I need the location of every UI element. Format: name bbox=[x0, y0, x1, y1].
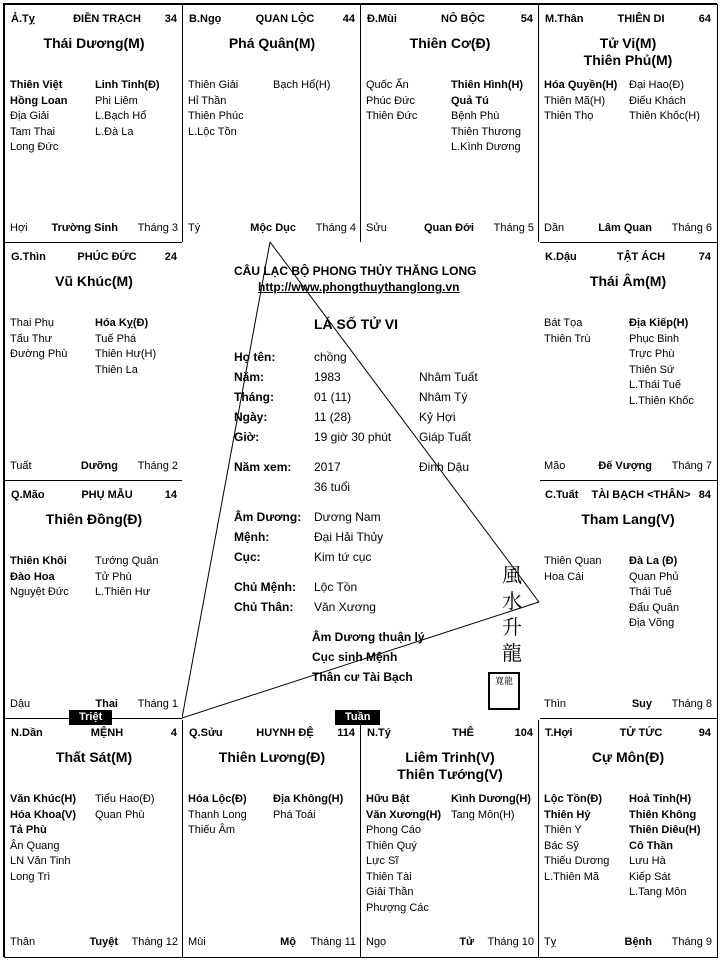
palace-menh bbox=[4, 718, 184, 958]
footer-month: Tháng 11 bbox=[310, 936, 356, 948]
minor-star: L.Thiên Khốc bbox=[629, 394, 694, 407]
footer-branch: Dậu bbox=[10, 698, 31, 710]
footer-branch: Mão bbox=[544, 460, 566, 472]
info-label: Tháng: bbox=[234, 390, 274, 404]
minor-star: Hồng Loan bbox=[10, 94, 68, 107]
major-star: Liêm Trinh(V) bbox=[405, 749, 495, 765]
major-stars bbox=[539, 511, 717, 528]
minor-star: Lộc Tồn(Đ) bbox=[544, 793, 603, 805]
palace-phuc-duc bbox=[4, 242, 184, 482]
palace-age: 84 bbox=[698, 489, 711, 501]
palace-footer bbox=[544, 460, 712, 473]
minor-star: Thiên Mã(H) bbox=[544, 94, 606, 107]
major-star: Thất Sát(M) bbox=[55, 749, 133, 765]
seal-char: 風 bbox=[502, 563, 522, 587]
palace-thien-di bbox=[538, 4, 718, 244]
minor-star: Thiên Trù bbox=[544, 332, 591, 345]
seal-char: 升 bbox=[502, 615, 522, 639]
info-value: 2017 bbox=[314, 460, 341, 474]
footer-stage: Mộc Dục bbox=[250, 222, 296, 234]
minor-star: L.Kình Dương bbox=[451, 141, 521, 153]
major-star: Thái Âm(M) bbox=[589, 273, 667, 289]
footer-stage: Dưỡng bbox=[80, 460, 118, 472]
footer-stage: Tuyệt bbox=[89, 936, 118, 948]
red-stamp: 寬龍 bbox=[488, 672, 520, 710]
palace-footer bbox=[188, 222, 356, 235]
calligraphy-seal bbox=[500, 562, 524, 666]
minor-star: Hóa Kỵ(Đ) bbox=[95, 317, 149, 329]
palace-branch: Q.Mão bbox=[11, 489, 45, 501]
palace-header bbox=[545, 251, 711, 265]
minor-star: Hóa Lộc(Đ) bbox=[188, 793, 247, 805]
major-star: Vũ Khúc(M) bbox=[55, 273, 133, 289]
footer-stage: Suy bbox=[631, 698, 652, 710]
palace-the bbox=[360, 718, 540, 958]
palace-age: 54 bbox=[520, 13, 533, 25]
footer-stage: Quan Đới bbox=[424, 222, 474, 234]
minor-star: Điếu Khách bbox=[629, 94, 686, 107]
minor-stars-right bbox=[95, 554, 159, 601]
palace-branch: T.Hợi bbox=[545, 727, 573, 739]
minor-star: Phục Binh bbox=[629, 332, 680, 345]
minor-star: Thiếu Dương bbox=[544, 855, 610, 867]
minor-star: Quan Phù bbox=[95, 808, 145, 821]
minor-star: Phá Toái bbox=[273, 808, 316, 821]
major-stars bbox=[539, 749, 717, 766]
seal-char: 龍 bbox=[502, 641, 522, 665]
minor-stars-right bbox=[629, 78, 700, 125]
minor-star: Thiên Khôi bbox=[10, 555, 67, 567]
info-value: 19 giờ 30 phút bbox=[314, 430, 392, 444]
palace-tai-bach bbox=[538, 480, 718, 720]
footer-month: Tháng 3 bbox=[137, 222, 178, 234]
minor-star: Cô Thần bbox=[629, 839, 673, 852]
minor-star: Đào Hoa bbox=[10, 570, 55, 583]
footer-branch: Tuất bbox=[10, 460, 32, 472]
minor-star: Phượng Các bbox=[366, 901, 429, 914]
palace-name: THIÊN DI bbox=[617, 13, 665, 25]
palace-header bbox=[545, 489, 711, 503]
palace-branch: G.Thìn bbox=[11, 251, 46, 263]
minor-stars-right bbox=[451, 792, 531, 823]
palace-header bbox=[11, 489, 177, 503]
minor-star: Thiên Giải bbox=[188, 79, 239, 91]
info-extra: Giáp Tuất bbox=[419, 430, 472, 444]
footer-month: Tháng 8 bbox=[671, 698, 712, 710]
minor-star: Thiếu Âm bbox=[188, 824, 236, 836]
palace-footer bbox=[366, 222, 534, 235]
palace-name: TẬT ÁCH bbox=[616, 251, 666, 263]
seal-char: 水 bbox=[502, 589, 522, 613]
footer-month: Tháng 1 bbox=[137, 698, 178, 710]
tuan-label: Tuần bbox=[335, 710, 380, 725]
footer-month: Tháng 12 bbox=[131, 936, 178, 948]
palace-quan-loc bbox=[182, 4, 362, 244]
minor-star: L.Thiên Hư bbox=[95, 586, 151, 598]
footer-month: Tháng 7 bbox=[671, 460, 712, 472]
minor-star: LN Văn Tinh bbox=[10, 855, 71, 867]
info-extra: Đinh Dậu bbox=[419, 460, 470, 474]
minor-star: Thiên Việt bbox=[10, 79, 63, 91]
minor-star: Thai Phụ bbox=[10, 317, 55, 329]
footer-stage: Trường Sinh bbox=[51, 222, 118, 234]
info-extra: Nhâm Tuất bbox=[419, 370, 478, 384]
horoscope-chart bbox=[3, 3, 717, 957]
minor-star: Tử Phù bbox=[95, 570, 132, 583]
info-label: Năm: bbox=[234, 370, 265, 384]
minor-stars-left bbox=[10, 792, 76, 885]
major-stars bbox=[5, 511, 183, 528]
palace-branch: K.Dậu bbox=[545, 251, 577, 263]
major-star: Thiên Cơ(Đ) bbox=[409, 35, 491, 51]
major-stars bbox=[361, 35, 539, 52]
info-extra: Kỷ Hợi bbox=[419, 410, 456, 424]
info-label: Năm xem: bbox=[234, 460, 292, 474]
info-label: Chủ Thân: bbox=[234, 600, 294, 614]
major-star: Tham Lang(V) bbox=[581, 511, 675, 527]
footer-branch: Thìn bbox=[544, 698, 567, 710]
minor-star: Hóa Khoa(V) bbox=[10, 808, 76, 821]
footer-month: Tháng 6 bbox=[671, 222, 712, 234]
minor-star: Nguyệt Đức bbox=[10, 586, 69, 598]
footer-stage: Tử bbox=[459, 936, 474, 948]
footer-month: Tháng 9 bbox=[671, 936, 712, 948]
minor-star: Đà La (Đ) bbox=[629, 555, 678, 567]
info-label: Họ tên: bbox=[234, 350, 276, 364]
palace-footer bbox=[10, 222, 178, 235]
palace-name: MỆNH bbox=[90, 727, 124, 739]
minor-star: Địa Giải bbox=[10, 110, 50, 122]
minor-star: Văn Khúc(H) bbox=[10, 793, 76, 805]
minor-star: Long Đức bbox=[10, 141, 59, 153]
palace-no-boc bbox=[360, 4, 540, 244]
minor-star: Trực Phù bbox=[629, 348, 675, 360]
footer-branch: Dần bbox=[544, 222, 565, 234]
info-extra: Nhâm Tý bbox=[419, 390, 468, 404]
minor-star: Lưu Hà bbox=[629, 855, 666, 867]
palace-header bbox=[11, 727, 177, 741]
minor-star: Thiên Diêu(H) bbox=[629, 824, 701, 836]
footer-month: Tháng 10 bbox=[487, 936, 534, 948]
palace-tat-ach bbox=[538, 242, 718, 482]
minor-stars-left bbox=[544, 554, 601, 585]
minor-star: Tả Phù bbox=[10, 824, 47, 836]
minor-star: Địa Không(H) bbox=[273, 793, 344, 805]
minor-star: Đại Hao(Đ) bbox=[629, 79, 685, 91]
major-star: Thiên Lương(Đ) bbox=[218, 749, 326, 765]
minor-star: Bác Sỹ bbox=[544, 839, 579, 852]
palace-name: PHỤ MẪU bbox=[81, 489, 133, 501]
info-label: Mệnh: bbox=[234, 530, 270, 544]
footer-stage: Đế Vượng bbox=[598, 460, 652, 472]
minor-star: Thái Tuế bbox=[629, 586, 672, 598]
minor-stars-right bbox=[273, 792, 343, 823]
palace-phu-mau bbox=[4, 480, 184, 720]
minor-star: Kình Dương(H) bbox=[451, 793, 531, 805]
minor-star: Quả Tú bbox=[451, 94, 489, 107]
footer-branch: Tý bbox=[188, 222, 201, 234]
palace-header bbox=[367, 13, 533, 27]
palace-footer bbox=[544, 698, 712, 711]
info-value: 11 (28) bbox=[314, 410, 352, 424]
chart-title: LÁ SỐ TỬ VI bbox=[314, 316, 398, 332]
minor-stars-left bbox=[188, 792, 247, 839]
minor-star: Địa Kiếp(H) bbox=[629, 317, 689, 329]
major-star: Phá Quân(M) bbox=[228, 35, 316, 51]
minor-star: L.Đà La bbox=[95, 125, 134, 138]
major-stars bbox=[361, 749, 539, 783]
info-label: Âm Dương: bbox=[234, 510, 302, 524]
palace-age: 104 bbox=[514, 727, 533, 739]
footer-stage: Thai bbox=[95, 698, 118, 710]
minor-star: L.Thiên Mã bbox=[544, 870, 600, 883]
footer-branch: Thân bbox=[10, 936, 36, 948]
major-star: Thiên Đồng(Đ) bbox=[45, 511, 143, 527]
minor-star: Thiên Y bbox=[544, 824, 582, 836]
palace-huynh-de bbox=[182, 718, 362, 958]
minor-star: Thiên La bbox=[95, 363, 138, 376]
footer-branch: Mùi bbox=[188, 936, 206, 948]
palace-footer bbox=[544, 222, 712, 235]
palace-header bbox=[11, 13, 177, 27]
palace-age: 24 bbox=[164, 251, 177, 263]
footer-branch: Sửu bbox=[366, 222, 387, 234]
info-value: Dương Nam bbox=[314, 510, 381, 524]
major-stars bbox=[539, 273, 717, 290]
minor-star: Tam Thai bbox=[10, 125, 56, 138]
triet-label: Triệt bbox=[69, 710, 112, 725]
info-value: 36 tuổi bbox=[314, 480, 351, 494]
minor-stars-left bbox=[10, 78, 67, 156]
minor-stars-right bbox=[273, 78, 330, 94]
center-panel bbox=[182, 242, 540, 720]
palace-footer bbox=[10, 936, 178, 949]
palace-footer bbox=[10, 460, 178, 473]
major-stars bbox=[5, 35, 183, 52]
club-url[interactable]: http://www.phongthuythanglong.vn bbox=[258, 280, 460, 294]
palace-header bbox=[189, 13, 355, 27]
info-label: Cục: bbox=[234, 550, 261, 564]
palace-age: 114 bbox=[337, 727, 355, 739]
minor-stars-left bbox=[544, 78, 617, 125]
minor-stars-left bbox=[10, 554, 69, 601]
minor-star: Tuế Phá bbox=[95, 332, 137, 345]
minor-star: Thiên Tài bbox=[366, 870, 412, 883]
minor-stars-right bbox=[95, 316, 156, 378]
minor-star: Long Trì bbox=[10, 870, 51, 883]
minor-stars-left bbox=[10, 316, 67, 363]
info-value: Lộc Tồn bbox=[314, 580, 358, 594]
minor-star: Địa Võng bbox=[629, 617, 675, 629]
palace-footer bbox=[188, 936, 356, 949]
minor-star: Thiên Khốc(H) bbox=[629, 110, 700, 122]
footer-month: Tháng 2 bbox=[137, 460, 178, 472]
palace-branch: N.Tý bbox=[367, 727, 391, 739]
major-star: Thiên Phủ(M) bbox=[583, 52, 673, 68]
minor-star: Bát Tọa bbox=[544, 317, 583, 329]
info-value: Kim tứ cục bbox=[314, 550, 372, 564]
minor-star: Thiên Không bbox=[629, 808, 697, 821]
minor-star: Văn Xương(H) bbox=[366, 808, 442, 821]
minor-star: Thiên Đức bbox=[366, 110, 418, 122]
minor-star: Thiên Quý bbox=[366, 839, 417, 852]
minor-star: Thiên Quan bbox=[544, 555, 602, 567]
palace-branch: B.Ngọ bbox=[189, 13, 222, 25]
note-1: Âm Dương thuận lý bbox=[312, 630, 425, 644]
palace-branch: Đ.Mùi bbox=[367, 13, 397, 25]
minor-star: Tiểu Hao(Đ) bbox=[95, 793, 155, 805]
palace-age: 14 bbox=[164, 489, 177, 501]
minor-star: L.Thái Tuế bbox=[629, 379, 681, 391]
minor-stars-left bbox=[188, 78, 244, 140]
minor-star: Phúc Đức bbox=[366, 94, 415, 107]
info-value: 01 (11) bbox=[314, 390, 352, 404]
minor-star: L.Bạch Hổ bbox=[95, 110, 147, 122]
palace-age: 34 bbox=[164, 13, 177, 25]
palace-tu-tuc bbox=[538, 718, 718, 958]
minor-star: Tướng Quân bbox=[95, 555, 159, 567]
minor-star: Quan Phủ bbox=[629, 570, 679, 583]
major-star: Thiên Tướng(V) bbox=[397, 766, 503, 782]
palace-age: 74 bbox=[698, 251, 711, 263]
major-stars bbox=[5, 749, 183, 766]
info-label: Ngày: bbox=[234, 410, 268, 424]
info-value: Đại Hải Thủy bbox=[314, 530, 384, 544]
minor-star: Tấu Thư bbox=[10, 332, 53, 345]
minor-star: Hoa Cái bbox=[544, 570, 584, 583]
footer-stage: Mộ bbox=[280, 936, 296, 948]
minor-star: Thiên Thọ bbox=[544, 110, 594, 122]
minor-star: Hữu Bật bbox=[366, 793, 410, 805]
minor-star: Hóa Quyền(H) bbox=[544, 79, 618, 91]
palace-header bbox=[545, 13, 711, 27]
info-value: chồng bbox=[314, 350, 347, 364]
minor-star: Phi Liêm bbox=[95, 94, 138, 107]
minor-star: Lực Sĩ bbox=[366, 855, 399, 867]
footer-branch: Hợi bbox=[10, 222, 28, 234]
minor-star: Thiên Hình(H) bbox=[451, 79, 524, 91]
minor-star: Kiếp Sát bbox=[629, 870, 671, 883]
minor-star: Thanh Long bbox=[188, 808, 247, 821]
minor-stars-left bbox=[366, 78, 417, 125]
minor-star: Giải Thần bbox=[366, 886, 414, 898]
major-stars bbox=[183, 749, 361, 766]
info-value: 1983 bbox=[314, 370, 341, 384]
palace-branch: C.Tuất bbox=[545, 489, 579, 501]
minor-star: Tang Môn(H) bbox=[451, 808, 515, 821]
palace-name: HUYNH ĐỆ bbox=[256, 727, 314, 739]
major-star: Cự Môn(Đ) bbox=[591, 749, 665, 765]
major-star: Tử Vi(M) bbox=[599, 35, 657, 51]
palace-age: 94 bbox=[698, 727, 711, 739]
minor-star: Hoả Tinh(H) bbox=[629, 793, 692, 805]
major-star: Thái Dương(M) bbox=[43, 35, 145, 51]
major-stars bbox=[183, 35, 361, 52]
footer-branch: Tỵ bbox=[544, 936, 557, 948]
minor-stars-left bbox=[544, 316, 590, 347]
palace-name: QUAN LỘC bbox=[255, 13, 315, 25]
palace-name: THÊ bbox=[452, 727, 474, 739]
minor-star: Ân Quang bbox=[10, 839, 60, 852]
minor-star: Đường Phù bbox=[10, 348, 68, 360]
major-stars bbox=[5, 273, 183, 290]
minor-star: Hỉ Thần bbox=[188, 94, 227, 107]
palace-footer bbox=[544, 936, 712, 949]
minor-star: L.Tang Môn bbox=[629, 886, 687, 898]
palace-name: TỬ TỨC bbox=[619, 727, 663, 739]
palace-dien-trach bbox=[4, 4, 184, 244]
minor-stars-right bbox=[629, 554, 679, 632]
minor-stars-right bbox=[95, 78, 160, 140]
major-stars bbox=[539, 35, 717, 69]
note-2: Cục sinh Mệnh bbox=[312, 650, 398, 664]
minor-star: Thiên Sứ bbox=[629, 363, 675, 376]
minor-star: Quốc Ấn bbox=[366, 79, 409, 91]
minor-star: Thiên Hỷ bbox=[544, 808, 591, 821]
palace-header bbox=[189, 727, 355, 741]
palace-age: 4 bbox=[170, 727, 177, 739]
palace-name: PHÚC ĐỨC bbox=[77, 251, 137, 263]
info-label: Chủ Mệnh: bbox=[234, 580, 296, 594]
minor-star: Thiên Thương bbox=[451, 125, 522, 138]
palace-branch: Ả.Tỵ bbox=[11, 13, 35, 25]
minor-stars-right bbox=[95, 792, 155, 823]
info-label: Giờ: bbox=[234, 430, 260, 444]
club-name: CÂU LẠC BỘ PHONG THỦY THĂNG LONG bbox=[234, 264, 477, 278]
minor-star: Thiên Phúc bbox=[188, 110, 244, 122]
minor-star: Thiên Hư(H) bbox=[95, 348, 157, 360]
minor-star: L.Lộc Tồn bbox=[188, 125, 237, 138]
triangle-lines bbox=[182, 242, 540, 720]
note-3: Thân cư Tài Bạch bbox=[312, 670, 413, 684]
footer-stage: Lâm Quan bbox=[598, 222, 652, 234]
minor-stars-right bbox=[451, 78, 523, 156]
footer-branch: Ngọ bbox=[366, 936, 387, 948]
palace-name: NÔ BỘC bbox=[441, 13, 485, 25]
palace-name: TÀI BẠCH <THÂN> bbox=[591, 489, 691, 501]
minor-star: Bạch Hổ(H) bbox=[273, 79, 331, 91]
minor-stars-left bbox=[544, 792, 609, 885]
minor-stars-right bbox=[629, 316, 694, 409]
minor-star: Bệnh Phù bbox=[451, 110, 500, 122]
palace-footer bbox=[366, 936, 534, 949]
palace-age: 64 bbox=[698, 13, 711, 25]
palace-header bbox=[11, 251, 177, 265]
palace-header bbox=[545, 727, 711, 741]
footer-stage: Bệnh bbox=[624, 936, 652, 948]
palace-name: ĐIỀN TRẠCH bbox=[73, 13, 141, 25]
minor-star: Linh Tinh(Đ) bbox=[95, 79, 160, 91]
palace-age: 44 bbox=[342, 13, 355, 25]
palace-header bbox=[367, 727, 533, 741]
info-value: Văn Xương bbox=[314, 600, 376, 614]
minor-star: Phong Cáo bbox=[366, 824, 422, 836]
minor-stars-left bbox=[366, 792, 441, 916]
footer-month: Tháng 4 bbox=[315, 222, 356, 234]
minor-stars-right bbox=[629, 792, 701, 901]
footer-month: Tháng 5 bbox=[493, 222, 534, 234]
palace-branch: N.Dần bbox=[11, 727, 43, 739]
palace-branch: Q.Sửu bbox=[189, 727, 223, 739]
minor-star: Đẩu Quân bbox=[629, 601, 680, 614]
palace-branch: M.Thân bbox=[545, 13, 584, 25]
